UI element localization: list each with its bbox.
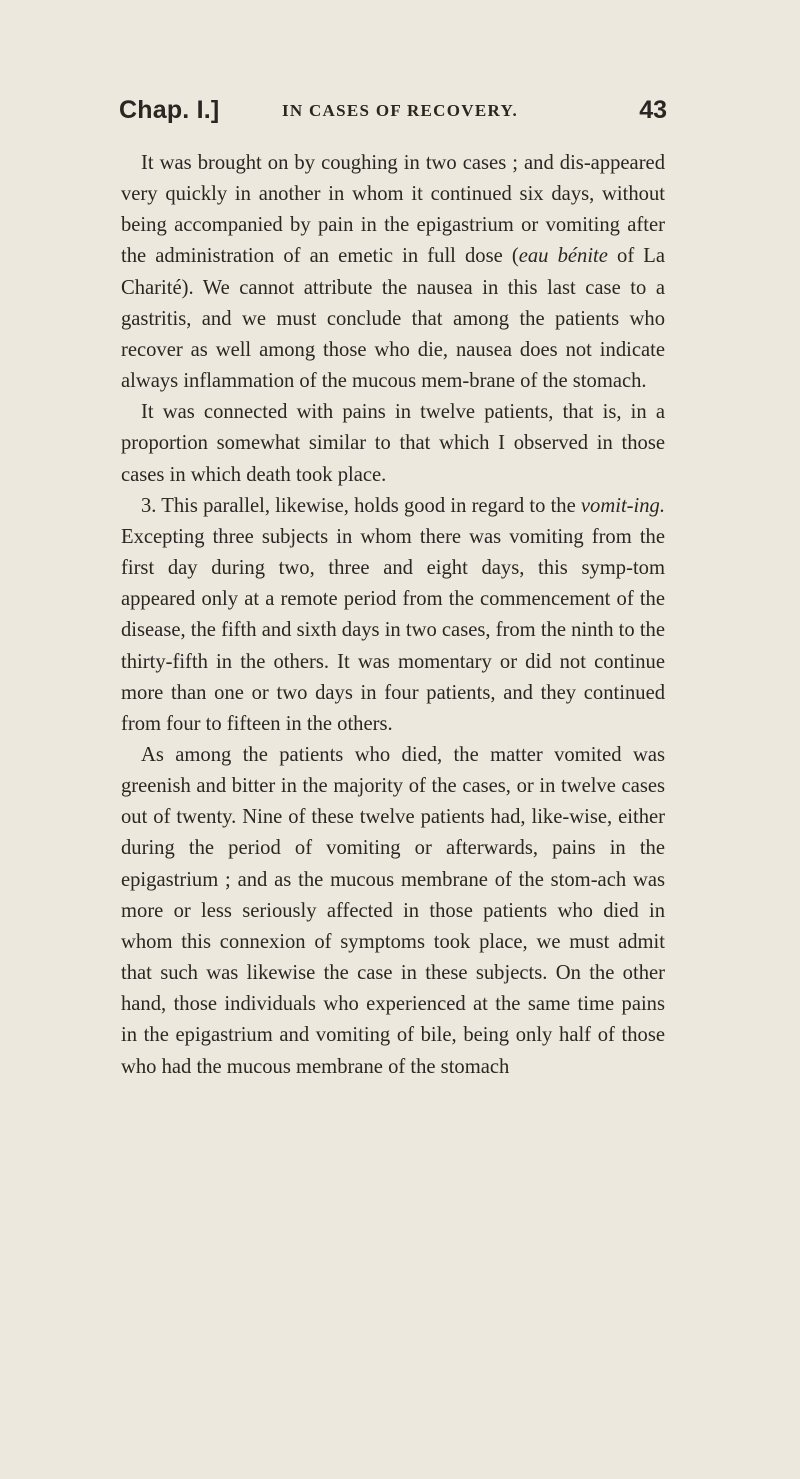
body-text — [121, 148, 665, 1083]
running-header — [119, 96, 667, 136]
chapter-label: Chap. I.] — [119, 96, 220, 124]
italic-term: vomit-ing. — [580, 494, 665, 517]
running-title: IN CASES OF RECOVERY. — [281, 101, 519, 120]
paragraph-text: It was brought on by coughing in two cases ; and dis-appeared very quickly in another in whom it continued six days, without being accompanied by pain in the epigastrium or vomiting after the administration of an emetic in full dose ( — [121, 152, 665, 268]
italic-term: eau bénite — [518, 245, 608, 268]
paragraph-2 — [121, 397, 665, 490]
page-number: 43 — [639, 96, 667, 124]
paragraph-3 — [121, 491, 665, 740]
paragraph-4 — [121, 740, 665, 1083]
paragraph-text: It was connected with pains in twelve patients, that is, in a proportion somewhat similar to that which I observed in those cases in which death took place. — [121, 401, 665, 486]
paragraph-text: 3. This parallel, likewise, holds good in regard to the — [141, 494, 581, 517]
paragraph-1 — [121, 148, 665, 397]
paragraph-text: As among the patients who died, the matter vomited was greenish and bitter in the majority of the cases, or in twelve cases out of twenty. Nine of these twelve patients had, like-wise, either during the period of vomiting or afterwards, pains in the epigastrium ; and as the mucous membrane of the stom-ach was more or less seriously affected in those patients who died in whom this connexion of symptoms took place, we must admit that such was likewise the case in these subjects. On the other hand, those individuals who experienced at the same time pains in the epigastrium and vomiting of bile, being only half of those who had the mucous membrane of the stomach — [121, 743, 665, 1078]
paragraph-text: of La Charité). We cannot attribute the nausea in this last case to a gastritis, and we must conclude that among the patients who recover as well among those who die, nausea does not indicate always inflammation of the mucous mem-brane of the stomach. — [121, 245, 666, 393]
paragraph-text: Excepting three subjects in whom there was vomiting from the first day during two, three and eight days, this symp-tom appeared only at a remote period from the commencement of the disease, the fifth and sixth days in two cases, from the ninth to the thirty-fifth in the others. It was momentary or did not continue more than one or two days in four patients, and they continued from four to fifteen in the others. — [121, 525, 665, 735]
